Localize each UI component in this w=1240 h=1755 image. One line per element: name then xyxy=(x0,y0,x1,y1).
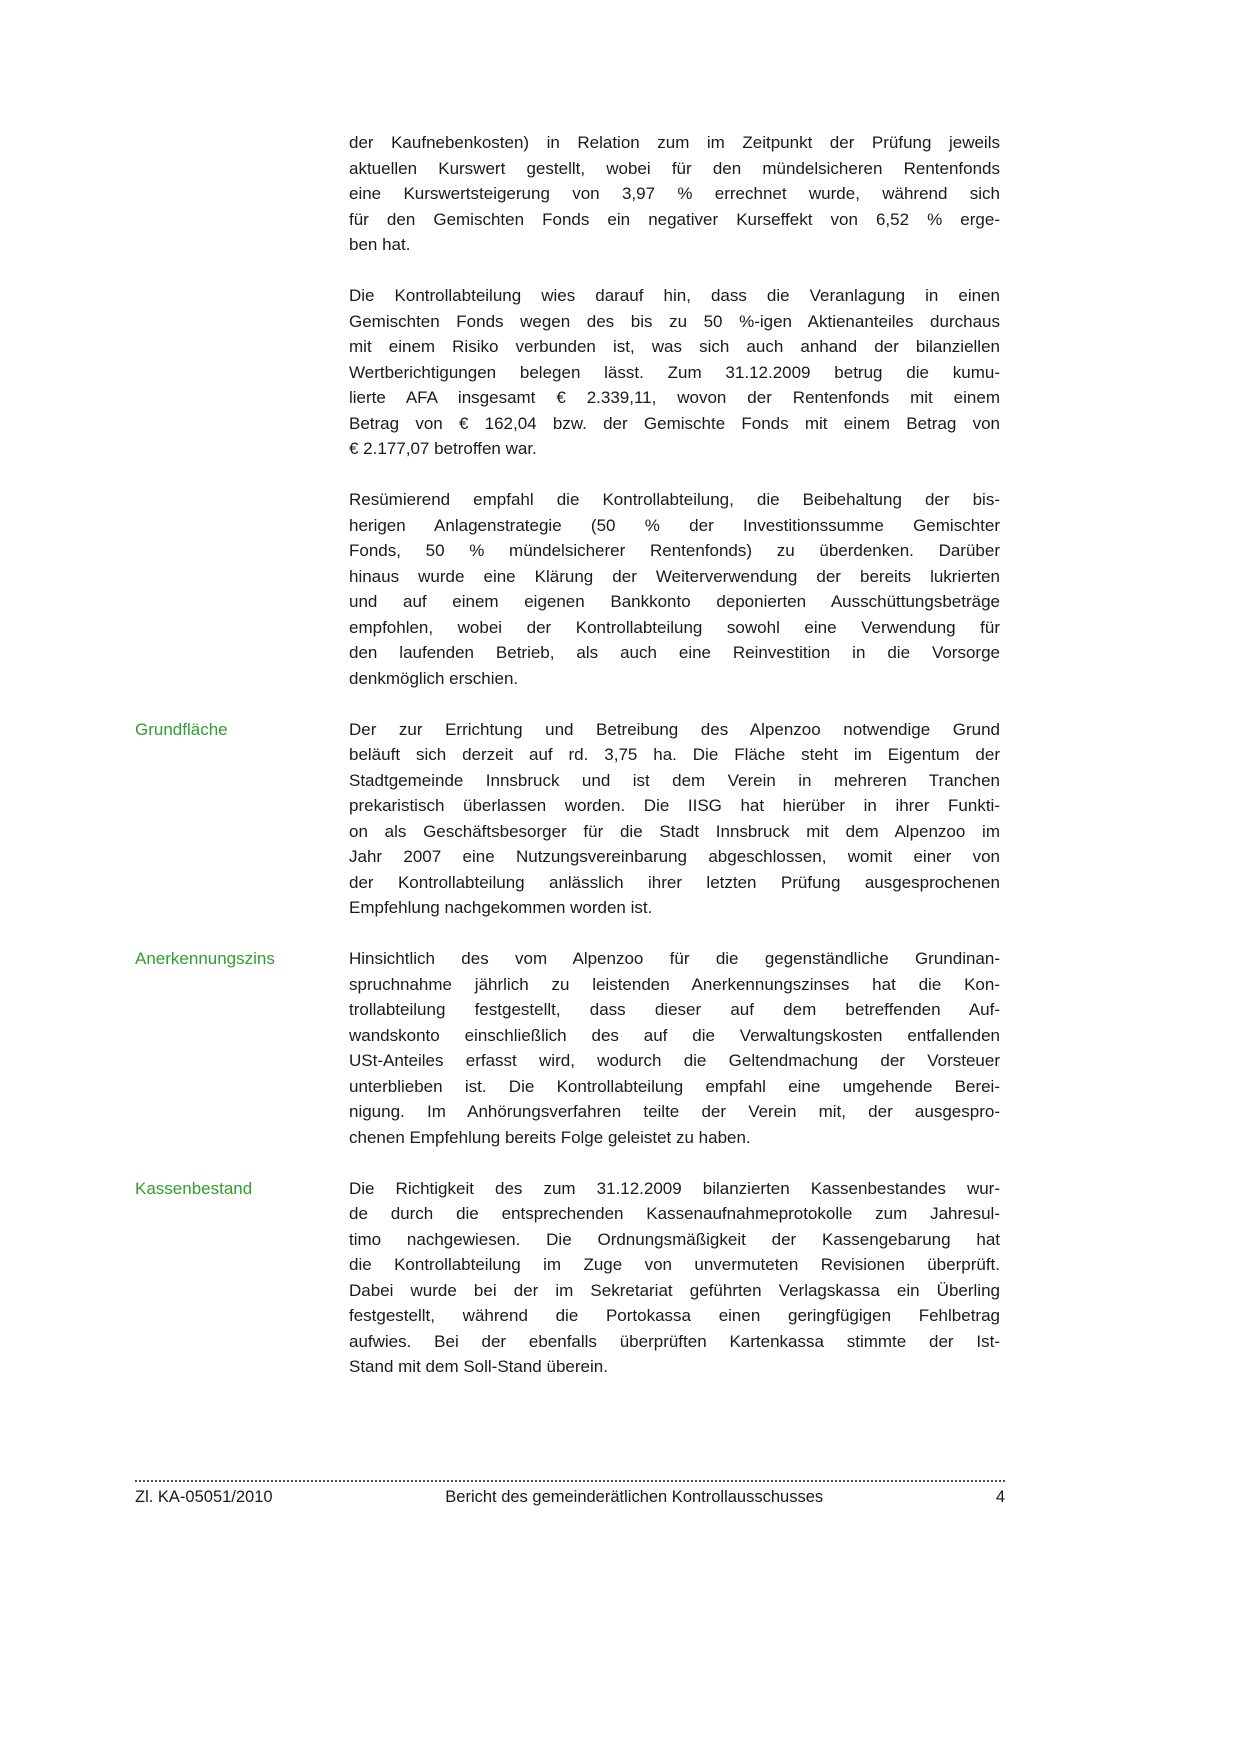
text-line: aufwies. Bei der ebenfalls überprüften Kartenkassa stimmte der Ist- xyxy=(349,1331,1000,1351)
text-line: on als Geschäftsbesorger für die Stadt Innsbruck mit dem Alpenzoo im xyxy=(349,821,1000,841)
document-body xyxy=(135,130,1000,1380)
text-line: mit einem Risiko verbunden ist, was sich auch anhand der bilanziellen xyxy=(349,337,1000,356)
text-line: nigung. Im Anhörungsverfahren teilte der Verein mit, der ausgespro- xyxy=(349,1102,1000,1121)
footer-page-number: 4 xyxy=(995,1488,1005,1506)
text-line: timo nachgewiesen. Die Ordnungsmäßigkeit der Kassengebarung hat xyxy=(349,1229,1000,1249)
text-line: den laufenden Betrieb, als auch eine Reinvestition in die Vorsorge xyxy=(349,643,1000,662)
text-line: Fonds, 50 % mündelsicherer Rentenfonds) zu überdenken. Darüber xyxy=(349,541,1000,560)
text-line: denkmöglich erschien. xyxy=(349,668,519,688)
text-line: Dabei wurde bei der im Sekretariat geführten Verlagskassa ein Überling xyxy=(349,1280,1000,1300)
margin-label xyxy=(135,130,349,258)
text-line: wandskonto einschließlich des auf die Verwaltungskosten entfallenden xyxy=(349,1025,1000,1045)
text-line: prekaristisch überlassen worden. Die IISG hat hierüber in ihrer Funkti- xyxy=(349,796,1000,815)
text-line: und auf einem eigenen Bankkonto deponierten Ausschüttungsbeträge xyxy=(349,592,1000,611)
margin-label: Anerkennungszins xyxy=(135,949,275,968)
text-line: Betrag von € 162,04 bzw. der Gemischte Fonds mit einem Betrag von xyxy=(349,413,1000,433)
page-footer xyxy=(135,1480,1005,1508)
paragraph xyxy=(349,487,1000,691)
document-section xyxy=(135,946,1000,1150)
text-line: eine Kurswertsteigerung von 3,97 % errechnet wurde, während sich xyxy=(349,184,1000,203)
text-line: herigen Anlagenstrategie (50 % der Investitionssumme Gemischter xyxy=(349,515,1000,535)
margin-label: Kassenbestand xyxy=(135,1178,253,1198)
document-section xyxy=(135,130,1000,258)
paragraph xyxy=(349,130,1000,258)
paragraph xyxy=(349,946,1000,1150)
text-line: Stand mit dem Soll-Stand überein. xyxy=(349,1357,608,1376)
text-line: der Kontrollabteilung anlässlich ihrer letzten Prüfung ausgesprochenen xyxy=(349,872,1000,892)
paragraph xyxy=(349,717,1000,921)
text-line: € 2.177,07 betroffen war. xyxy=(349,439,537,458)
document-section xyxy=(135,283,1000,462)
text-line: aktuellen Kurswert gestellt, wobei für den mündelsicheren Rentenfonds xyxy=(349,158,1000,178)
text-line: Gemischten Fonds wegen des bis zu 50 %-igen Aktienanteiles durchaus xyxy=(349,311,1000,331)
text-line: ben hat. xyxy=(349,235,411,254)
text-line: de durch die entsprechenden Kassenaufnahmeprotokolle zum Jahresul- xyxy=(349,1204,1000,1223)
document-section xyxy=(135,487,1000,691)
text-line: USt-Anteiles erfasst wird, wodurch die Geltendmachung der Vorsteuer xyxy=(349,1051,1000,1070)
margin-label xyxy=(135,487,349,691)
footer-document-title: Bericht des gemeinderätlichen Kontrollausschusses xyxy=(445,1488,824,1506)
margin-label: Grundfläche xyxy=(135,719,228,739)
paragraph xyxy=(349,1176,1000,1380)
margin-label xyxy=(135,283,349,462)
text-line: unterblieben ist. Die Kontrollabteilung empfahl eine umgehende Berei- xyxy=(349,1076,1000,1096)
text-line: Wertberichtigungen belegen lässt. Zum 31.12.2009 betrug die kumu- xyxy=(349,362,1000,382)
text-line: Jahr 2007 eine Nutzungsvereinbarung abgeschlossen, womit einer von xyxy=(349,847,1000,866)
text-line: Stadtgemeinde Innsbruck und ist dem Verein in mehreren Tranchen xyxy=(349,770,1000,790)
document-section xyxy=(135,717,1000,921)
text-line: Die Kontrollabteilung wies darauf hin, dass die Veranlagung in einen xyxy=(349,286,1000,305)
text-line: hinaus wurde eine Klärung der Weiterverwendung der bereits lukrierten xyxy=(349,566,1000,586)
text-line: trollabteilung festgestellt, dass dieser auf dem betreffenden Auf- xyxy=(349,1000,1000,1019)
text-line: Die Richtigkeit des zum 31.12.2009 bilanzierten Kassenbestandes wur- xyxy=(349,1178,1000,1198)
text-line: für den Gemischten Fonds ein negativer Kurseffekt von 6,52 % erge- xyxy=(349,209,1000,229)
text-line: chenen Empfehlung bereits Folge geleistet zu haben. xyxy=(349,1127,751,1147)
text-line: Der zur Errichtung und Betreibung des Alpenzoo notwendige Grund xyxy=(349,719,1000,739)
text-line: Resümierend empfahl die Kontrollabteilung, die Beibehaltung der bis- xyxy=(349,490,1000,509)
text-line: lierte AFA insgesamt € 2.339,11, wovon der Rentenfonds mit einem xyxy=(349,388,1000,407)
text-line: Hinsichtlich des vom Alpenzoo für die gegenständliche Grundinan- xyxy=(349,949,1000,968)
text-line: beläuft sich derzeit auf rd. 3,75 ha. Die Fläche steht im Eigentum der xyxy=(349,745,1000,764)
text-line: die Kontrollabteilung im Zuge von unvermuteten Revisionen überprüft. xyxy=(349,1255,1000,1274)
text-line: Empfehlung nachgekommen worden ist. xyxy=(349,898,653,917)
text-line: der Kaufnebenkosten) in Relation zum im Zeitpunkt der Prüfung jeweils xyxy=(349,133,1000,152)
paragraph xyxy=(349,283,1000,462)
document-section xyxy=(135,1176,1000,1380)
footer-reference: Zl. KA-05051/2010 xyxy=(135,1488,273,1506)
text-line: spruchnahme jährlich zu leistenden Anerkennungszinses hat die Kon- xyxy=(349,974,1000,994)
text-line: empfohlen, wobei der Kontrollabteilung sowohl eine Verwendung für xyxy=(349,617,1000,637)
text-line: festgestellt, während die Portokassa einen geringfügigen Fehlbetrag xyxy=(349,1306,1000,1325)
